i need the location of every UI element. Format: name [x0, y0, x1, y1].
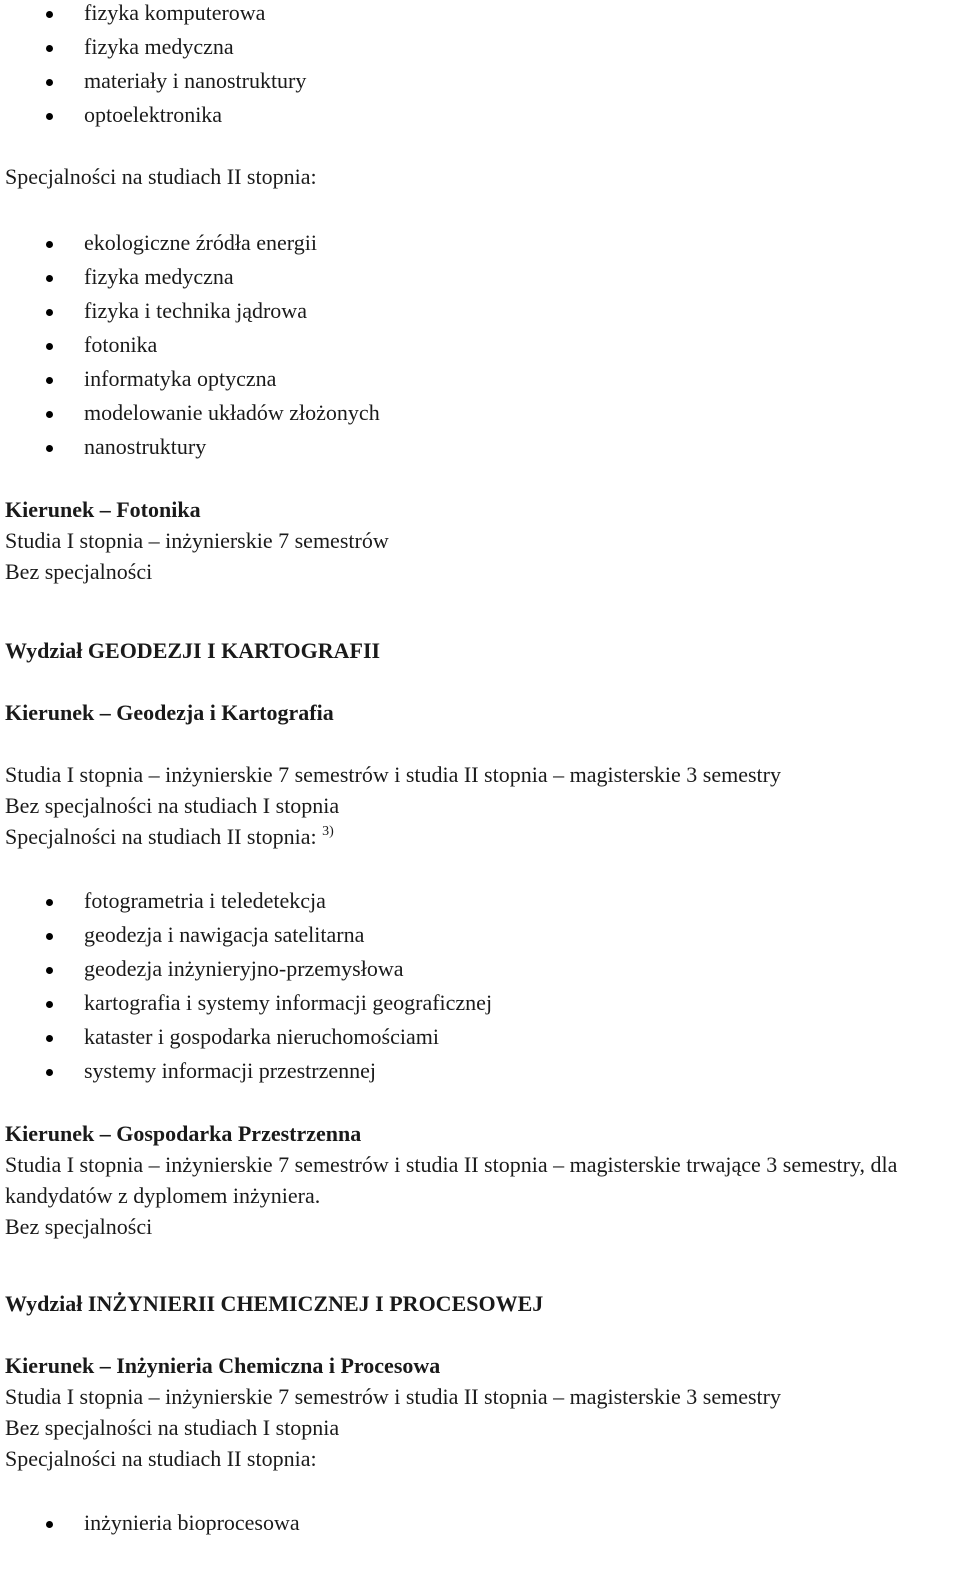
kierunek-heading: Kierunek – Fotonika: [5, 497, 201, 522]
specialization-note: Bez specjalności na studiach I stopnia: [5, 1415, 340, 1440]
specialization-list-physics-1: [5, 0, 955, 132]
footnote-ref: 3): [322, 824, 334, 839]
faculty-heading: Wydział INŻYNIERII CHEMICZNEJ I PROCESOWEJ: [5, 1291, 544, 1316]
list-item: fizyka komputerowa: [5, 0, 955, 30]
list-item: ekologiczne źródła energii: [5, 226, 955, 260]
section-fotonika: [5, 494, 955, 587]
list-item: informatyka optyczna: [5, 362, 955, 396]
list-item: inżynieria bioprocesowa: [5, 1506, 955, 1540]
list-item: fizyka medyczna: [5, 260, 955, 294]
section-gospodarka-przestrzenna: [5, 1118, 955, 1242]
bullet-icon: [46, 343, 53, 350]
study-description: Studia I stopnia – inżynierskie 7 semestrów: [5, 528, 389, 553]
bullet-icon: [46, 411, 53, 418]
kierunek-heading: Kierunek – Geodezja i Kartografia: [5, 700, 334, 725]
specialization-note: Bez specjalności: [5, 1214, 153, 1239]
bullet-icon: [46, 1001, 53, 1008]
list-item: fotogrametria i teledetekcja: [5, 884, 955, 918]
list-item: kartografia i systemy informacji geograficznej: [5, 986, 955, 1020]
section-geodezja: [5, 635, 955, 1088]
study-description: Studia I stopnia – inżynierskie 7 semestrów i studia II stopnia – magisterskie 3 semestry: [5, 762, 781, 787]
faculty-heading: Wydział GEODEZJI I KARTOGRAFII: [5, 638, 381, 663]
bullet-icon: [46, 899, 53, 906]
spec2-heading: Specjalności na studiach II stopnia:: [5, 1446, 317, 1471]
spec2-heading: Specjalności na studiach II stopnia:: [5, 164, 317, 189]
bullet-icon: [46, 445, 53, 452]
study-description: Studia I stopnia – inżynierskie 7 semestrów i studia II stopnia – magisterskie trwające 3 semestry, dla kandydatów z dyplomem inżyniera.: [5, 1152, 898, 1208]
bullet-icon: [46, 309, 53, 316]
bullet-icon: [46, 45, 53, 52]
list-item: kataster i gospodarka nieruchomościami: [5, 1020, 955, 1054]
bullet-icon: [46, 1521, 53, 1528]
bullet-icon: [46, 377, 53, 384]
specialization-note: Bez specjalności na studiach I stopnia: [5, 793, 340, 818]
bullet-icon: [46, 113, 53, 120]
specialization-note: Bez specjalności: [5, 559, 153, 584]
study-description: Studia I stopnia – inżynierskie 7 semestrów i studia II stopnia – magisterskie 3 semestry: [5, 1384, 781, 1409]
list-item: fizyka i technika jądrowa: [5, 294, 955, 328]
spec2-heading: Specjalności na studiach II stopnia: $^{3)}$: [5, 824, 334, 849]
list-item: materiały i nanostruktury: [5, 64, 955, 98]
specialization-list-geodezja: [5, 884, 955, 1088]
bullet-icon: [46, 967, 53, 974]
list-item: fotonika: [5, 328, 955, 362]
list-item: fizyka medyczna: [5, 30, 955, 64]
bullet-icon: [46, 79, 53, 86]
list-item: geodezja i nawigacja satelitarna: [5, 918, 955, 952]
bullet-icon: [46, 11, 53, 18]
document-page: [5, 0, 955, 1540]
kierunek-heading: Kierunek – Gospodarka Przestrzenna: [5, 1121, 362, 1146]
list-item: nanostruktury: [5, 430, 955, 464]
bullet-icon: [46, 241, 53, 248]
bullet-icon: [46, 933, 53, 940]
bullet-icon: [46, 275, 53, 282]
specialization-list-physics-2: [5, 226, 955, 464]
specialization-list-chemiczna: [5, 1506, 955, 1540]
list-item: modelowanie układów złożonych: [5, 396, 955, 430]
list-item: geodezja inżynieryjno-przemysłowa: [5, 952, 955, 986]
section-inzynieria-chemiczna: [5, 1288, 955, 1540]
bullet-icon: [46, 1069, 53, 1076]
bullet-icon: [46, 1035, 53, 1042]
list-item: systemy informacji przestrzennej: [5, 1054, 955, 1088]
kierunek-heading: Kierunek – Inżynieria Chemiczna i Procesowa: [5, 1353, 441, 1378]
list-item: optoelektronika: [5, 98, 955, 132]
